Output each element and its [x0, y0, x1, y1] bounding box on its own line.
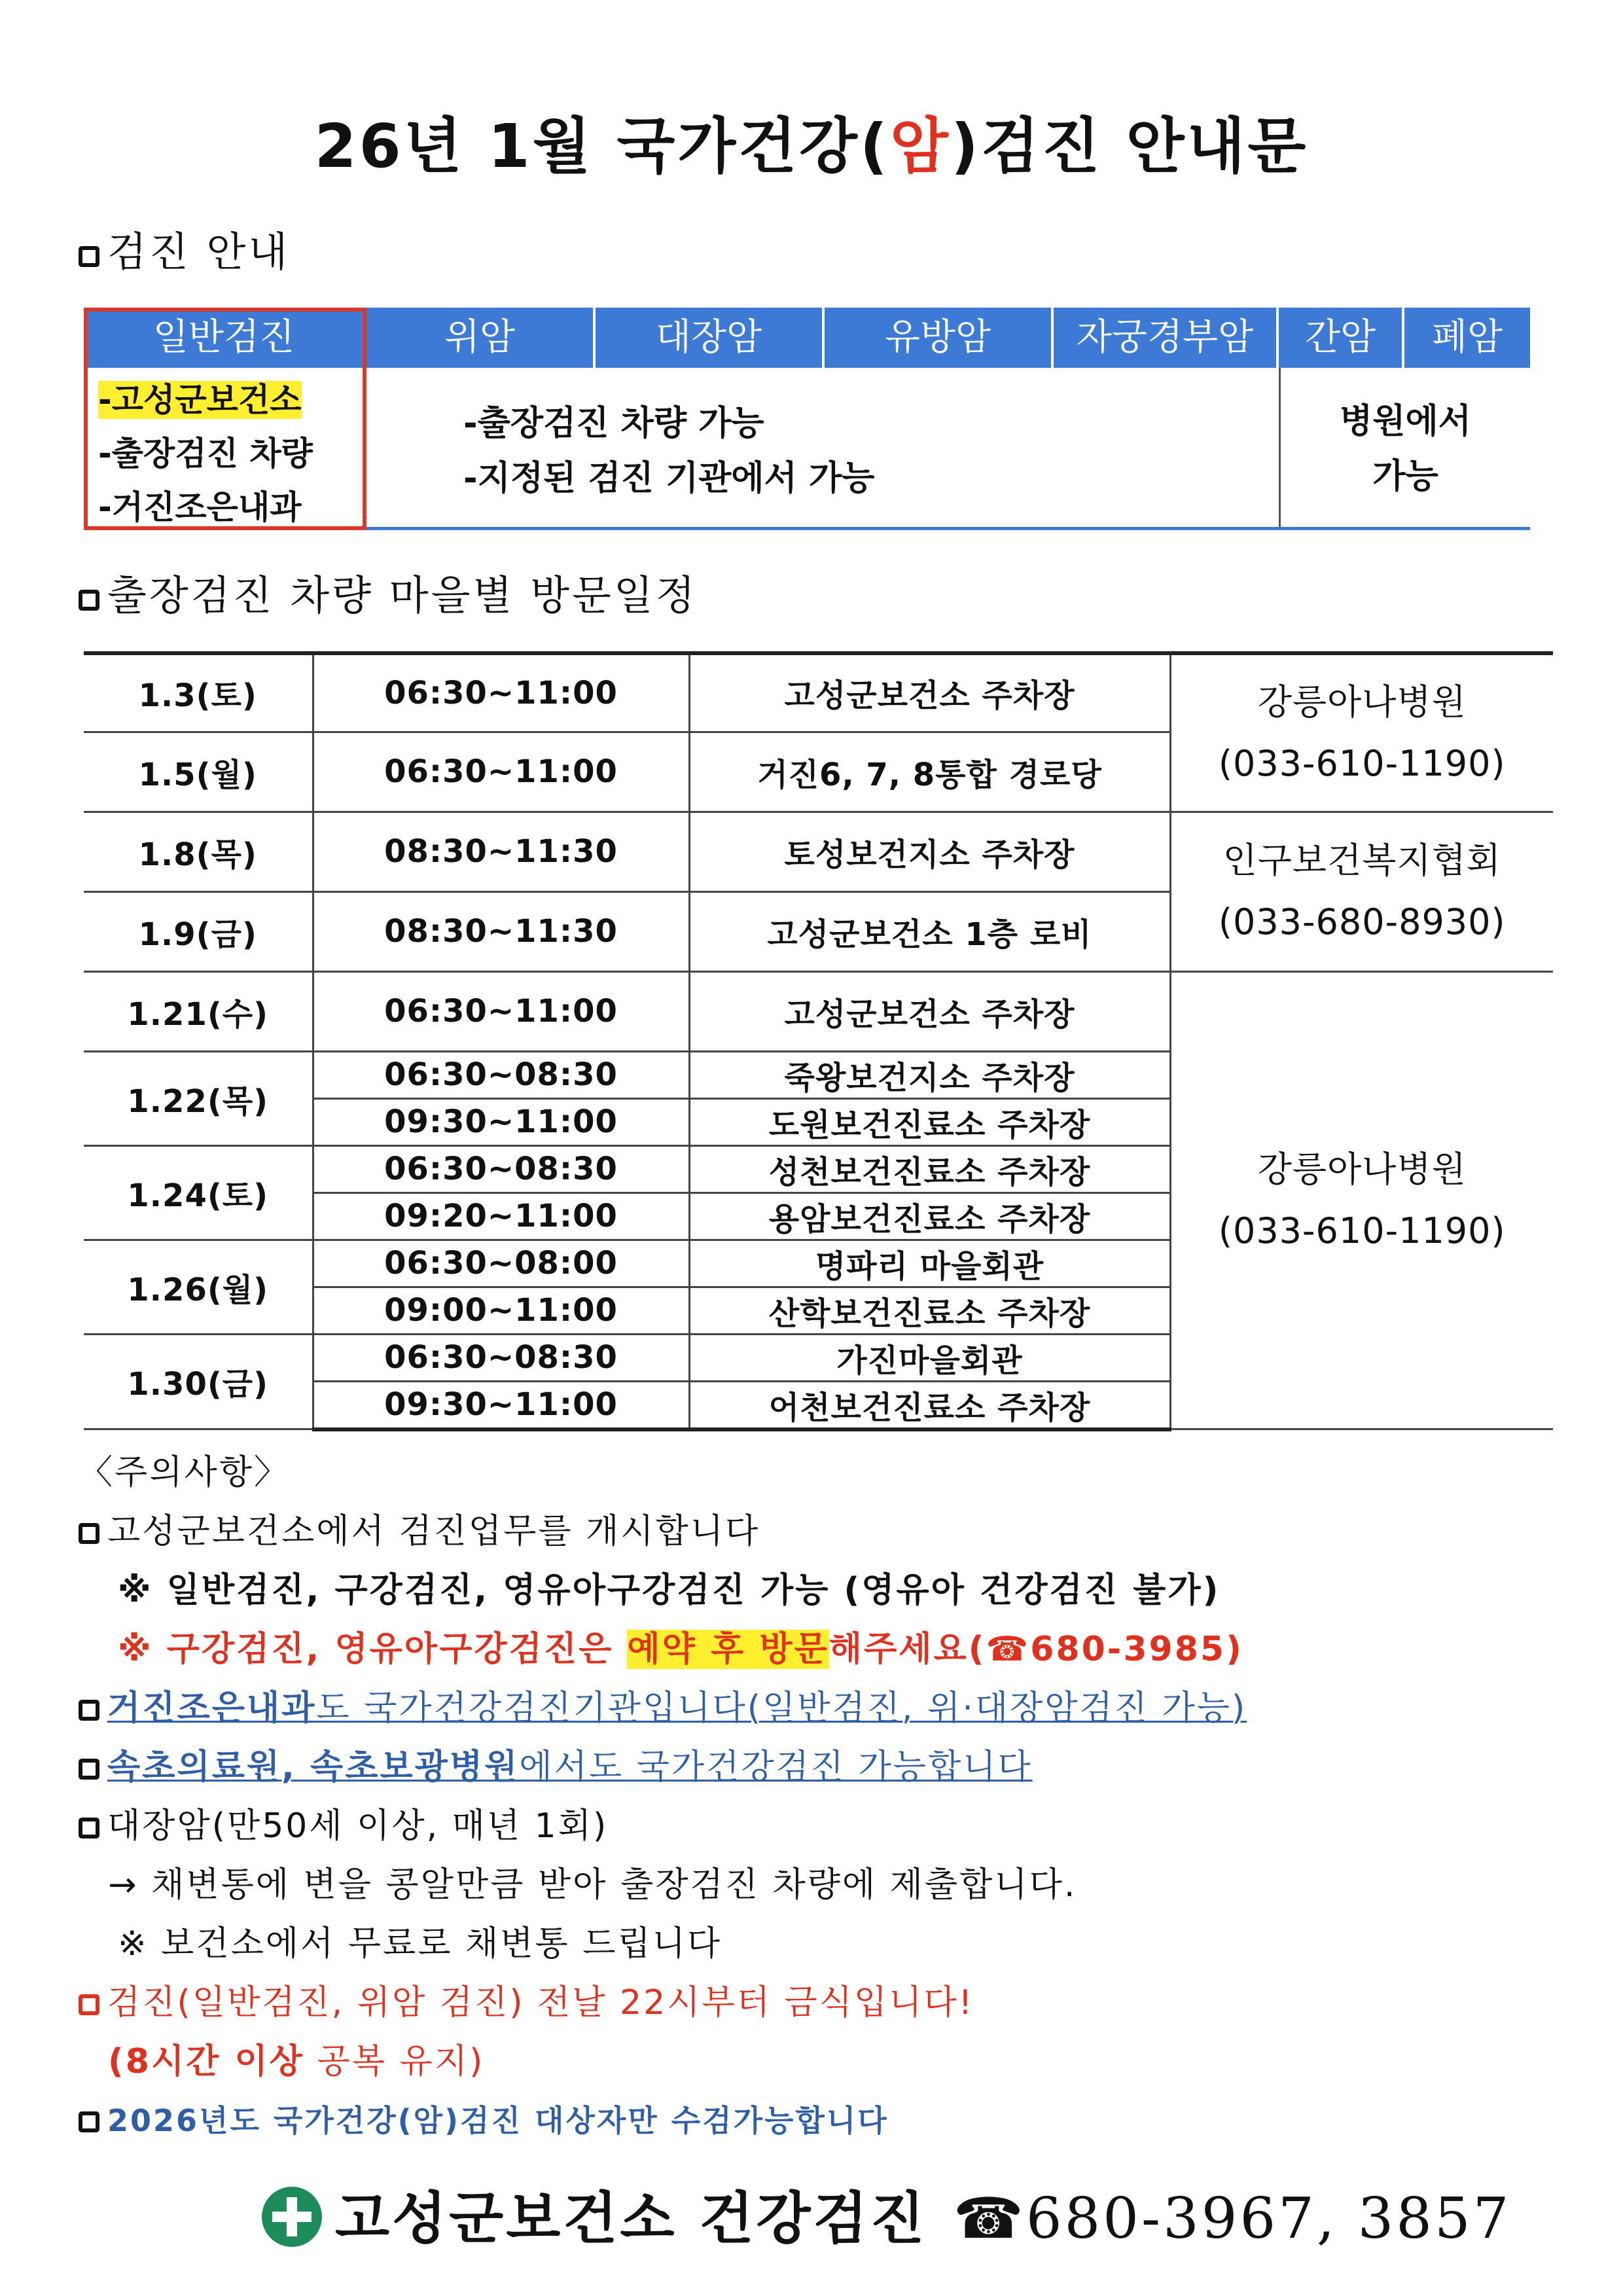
checkbox-icon [79, 1523, 99, 1544]
place-cell: 죽왕보건지소 주차장 [689, 1051, 1170, 1098]
time-cell: 06:30~11:00 [313, 653, 689, 732]
time-cell: 06:30~08:30 [313, 1145, 689, 1193]
place-cell: 성천보건진료소 주차장 [689, 1145, 1170, 1193]
cancer-checkup-places [463, 396, 874, 506]
checkbox-icon [79, 1759, 99, 1780]
org-phone: (033-610-1190) [1218, 1210, 1506, 1251]
category-header-cell: 위암 [366, 308, 596, 368]
date-cell: 1.24(토) [84, 1145, 313, 1240]
date-cell: 1.26(월) [84, 1240, 313, 1334]
category-header-cell: 일반검진 [84, 308, 366, 368]
note-subitem [79, 2032, 1584, 2091]
time-cell: 08:30~11:30 [313, 891, 689, 971]
note-item [79, 1679, 1584, 1738]
place-cell: 도원보건진료소 주차장 [689, 1098, 1170, 1145]
notes-section [79, 1443, 1584, 2150]
time-cell: 06:30~11:00 [313, 971, 689, 1051]
note-text: 고성군보건소에서 검진업무를 개시합니다 [107, 1512, 760, 1551]
note-item [79, 1738, 1584, 1797]
checkbox-icon [79, 2111, 99, 2132]
time-cell: 09:00~11:00 [313, 1287, 689, 1334]
note-text: 2026년도 국가건강(암)검진 대상자만 수검가능합니다 [107, 2103, 889, 2138]
note-text: 거진조은내과 [107, 1689, 317, 1728]
org-name: 강릉아나병원 [1257, 1148, 1467, 1190]
note-item [79, 1973, 1584, 2032]
date-cell: 1.22(목) [84, 1051, 313, 1145]
place-cell: 고성군보건소 주차장 [689, 971, 1170, 1051]
hospital-note-line: 병원에서 [1340, 402, 1471, 441]
category-header-cell: 폐암 [1431, 316, 1503, 359]
notes-heading: 〈주의사항〉 [79, 1453, 290, 1492]
table-row [84, 653, 1553, 732]
category-table [84, 308, 1530, 530]
time-cell: 06:30~08:30 [313, 1051, 689, 1098]
org-cell [1170, 812, 1553, 971]
note-text: 대장암(만50세 이상, 매년 1회) [107, 1806, 609, 1846]
note-text: 공복 유지) [304, 2042, 485, 2081]
date-cell: 1.8(목) [84, 812, 313, 891]
section-heading-schedule: 출장검진 차량 마을별 방문일정 [79, 563, 698, 621]
place-cell: 고성군보건소 1층 로비 [689, 891, 1170, 971]
place-cell: 명파리 마을회관 [689, 1240, 1170, 1287]
org-name: 강릉아나병원 [1257, 681, 1467, 723]
page-title: 26년 1월 국가건강(암)검진 안내문 [314, 111, 1309, 181]
time-cell: 09:30~11:00 [313, 1098, 689, 1145]
org-name: 인구보건복지협회 [1222, 840, 1501, 881]
category-header-cell: 간암 [1279, 308, 1404, 368]
highlight-frame [84, 308, 366, 530]
date-cell: 1.5(월) [84, 732, 313, 812]
note-text: 속초의료원, 속초보광병원 [107, 1748, 520, 1787]
time-cell: 06:30~08:30 [313, 1334, 689, 1381]
place-cell: 어천보건진료소 주차장 [689, 1381, 1170, 1429]
note-subitem: ※ 일반검진, 구강검진, 영유아구강검진 가능 (영유아 건강검진 불가) [118, 1571, 1221, 1610]
medical-cross-icon [262, 2187, 322, 2247]
time-cell: 09:30~11:00 [313, 1381, 689, 1429]
hospital-note-line: 가능 [1372, 457, 1438, 496]
checkbox-icon [79, 1994, 99, 2015]
note-text: (8시간 이상 [108, 2042, 304, 2081]
note-item [79, 1502, 1584, 1561]
highlighted-place: -고성군보건소 [98, 381, 302, 419]
checkbox-icon [79, 1700, 99, 1721]
category-header-cell: 자궁경부암 [1054, 308, 1279, 368]
category-header-cell: 유방암 [825, 308, 1054, 368]
checkbox-icon [79, 1818, 99, 1839]
place-cell: 가진마을회관 [689, 1334, 1170, 1381]
place-item: -거진조은내과 [98, 488, 302, 526]
note-item [79, 2091, 1584, 2150]
org-phone: (033-610-1190) [1218, 742, 1506, 784]
time-cell: 06:30~08:00 [313, 1240, 689, 1287]
note-text: 해주세요(☎680-3985) [829, 1630, 1243, 1669]
note-subitem: → 채변통에 변을 콩알만큼 받아 출장검진 차량에 제출합니다. [108, 1865, 1077, 1905]
org-cell [1170, 971, 1553, 1429]
date-cell: 1.3(토) [84, 653, 313, 732]
table-row [84, 812, 1553, 891]
place-cell: 용암보건진료소 주차장 [689, 1193, 1170, 1240]
place-cell: 산학보건진료소 주차장 [689, 1287, 1170, 1334]
date-cell: 1.30(금) [84, 1334, 313, 1429]
org-cell [1170, 653, 1553, 812]
place-cell: 거진6, 7, 8통합 경로당 [689, 732, 1170, 812]
note-text: 에서도 국가건강검진 가능합니다 [519, 1748, 1033, 1787]
checkbox-icon [79, 590, 99, 611]
place-item: -지정된 검진 기관에서 가능 [463, 459, 875, 498]
place-item: -출장검진 차량 가능 [463, 404, 764, 443]
table-row [84, 971, 1553, 1051]
hospital-only-note [1279, 368, 1530, 527]
footer-phone: ☎680-3967, 3857 [953, 2186, 1512, 2251]
place-cell: 토성보건지소 주차장 [689, 812, 1170, 891]
footer-org: 고성군보건소 건강검진 [335, 2186, 927, 2251]
note-subitem: ※ 보건소에서 무료로 채변통 드립니다 [118, 1924, 722, 1964]
checkbox-icon [79, 246, 99, 267]
time-cell: 06:30~11:00 [313, 732, 689, 812]
note-text: ※ 구강검진, 영유아구강검진은 [118, 1630, 628, 1669]
note-text: 검진(일반검진, 위암 검진) 전날 22시부터 금식입니다! [107, 1983, 974, 2022]
footer [262, 2173, 1511, 2254]
org-phone: (033-680-8930) [1218, 901, 1506, 942]
time-cell: 09:20~11:00 [313, 1193, 689, 1240]
category-header-cell: 대장암 [596, 308, 825, 368]
schedule-table [84, 651, 1553, 1431]
section-heading-guide: 검진 안내 [79, 219, 290, 278]
time-cell: 08:30~11:30 [313, 812, 689, 891]
highlighted-text: 예약 후 방문 [627, 1630, 829, 1669]
date-cell: 1.9(금) [84, 891, 313, 971]
place-cell: 고성군보건소 주차장 [689, 653, 1170, 732]
place-item: -출장검진 차량 [98, 435, 313, 473]
note-item [79, 1797, 1584, 1856]
date-cell: 1.21(수) [84, 971, 313, 1051]
note-text: 도 국가건강검진기관입니다(일반검진, 위·대장암검진 가능) [316, 1689, 1247, 1728]
note-subitem [79, 1620, 1584, 1679]
